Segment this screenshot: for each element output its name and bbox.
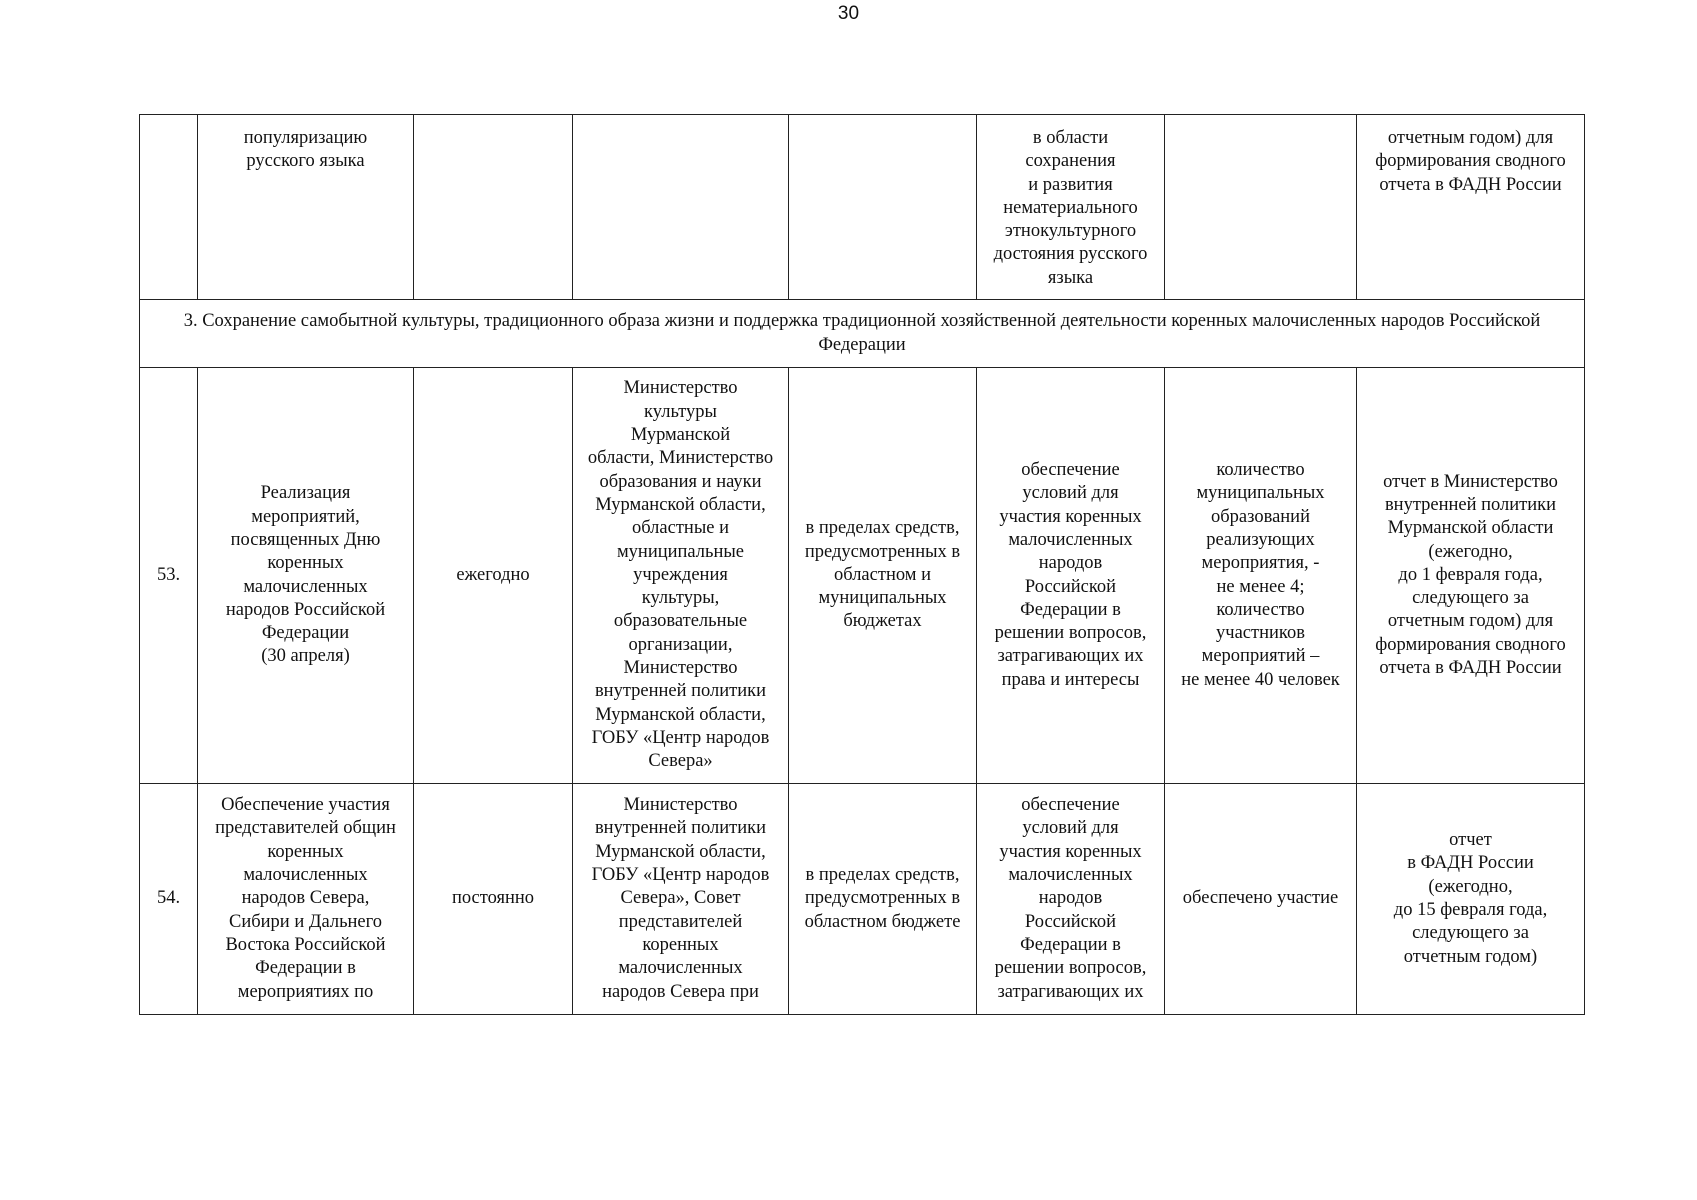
cell-report: отчет в ФАДН России (ежегодно, до 15 февраля года, следующего за отчетным годом) (1357, 784, 1585, 1015)
cell-funding: в пределах средств, предусмотренных в областном и муниципальных бюджетах (789, 368, 977, 784)
cell-indicator: обеспечено участие (1165, 784, 1357, 1015)
cell-executors (573, 115, 789, 300)
cell-report: отчетным годом) для формирования сводного отчета в ФАДН России (1357, 115, 1585, 300)
cell-funding: в пределах средств, предусмотренных в областном бюджете (789, 784, 977, 1015)
cell-indicator: количество муниципальных образований реализующих мероприятия, - не менее 4; количество участников мероприятий – не менее 40 человек (1165, 368, 1357, 784)
section-heading: 3. Сохранение самобытной культуры, традиционного образа жизни и поддержка традиционной хозяйственной деятельности коренных малочисленных народов Российской Федерации (140, 300, 1585, 368)
cell-funding (789, 115, 977, 300)
cell-executors: Министерство культуры Мурманской области, Министерство образования и науки Мурманской области, областные и муниципальные учреждения культуры, образовательные организации, Министерство внутренней политики Мурманской области, ГОБУ «Центр народов Севера» (573, 368, 789, 784)
cell-result: в области сохранения и развития нематериального этнокультурного достояния русского языка (977, 115, 1165, 300)
table-row-54 (140, 784, 1585, 1015)
cell-deadline: постоянно (414, 784, 573, 1015)
table-row-continued (140, 115, 1585, 300)
cell-event: Реализация мероприятий, посвященных Дню коренных малочисленных народов Российской Федерации (30 апреля) (198, 368, 414, 784)
cell-number (140, 115, 198, 300)
measures-table (139, 114, 1585, 1015)
cell-result: обеспечение условий для участия коренных малочисленных народов Российской Федерации в решении вопросов, затрагивающих их права и интересы (977, 368, 1165, 784)
cell-deadline (414, 115, 573, 300)
cell-result: обеспечение условий для участия коренных малочисленных народов Российской Федерации в решении вопросов, затрагивающих их (977, 784, 1165, 1015)
cell-event: популяризацию русского языка (198, 115, 414, 300)
cell-number: 54. (140, 784, 198, 1015)
page-number: 30 (837, 3, 860, 24)
table-row-53 (140, 368, 1585, 784)
cell-number: 53. (140, 368, 198, 784)
section-heading-row (140, 300, 1585, 368)
cell-executors: Министерство внутренней политики Мурманской области, ГОБУ «Центр народов Севера», Совет представителей коренных малочисленных народов Севера при (573, 784, 789, 1015)
cell-report: отчет в Министерство внутренней политики Мурманской области (ежегодно, до 1 февраля года, следующего за отчетным годом) для формирования сводного отчета в ФАДН России (1357, 368, 1585, 784)
cell-deadline: ежегодно (414, 368, 573, 784)
cell-indicator (1165, 115, 1357, 300)
cell-event: Обеспечение участия представителей общин коренных малочисленных народов Севера, Сибири и Дальнего Востока Российской Федерации в мероприятиях по (198, 784, 414, 1015)
